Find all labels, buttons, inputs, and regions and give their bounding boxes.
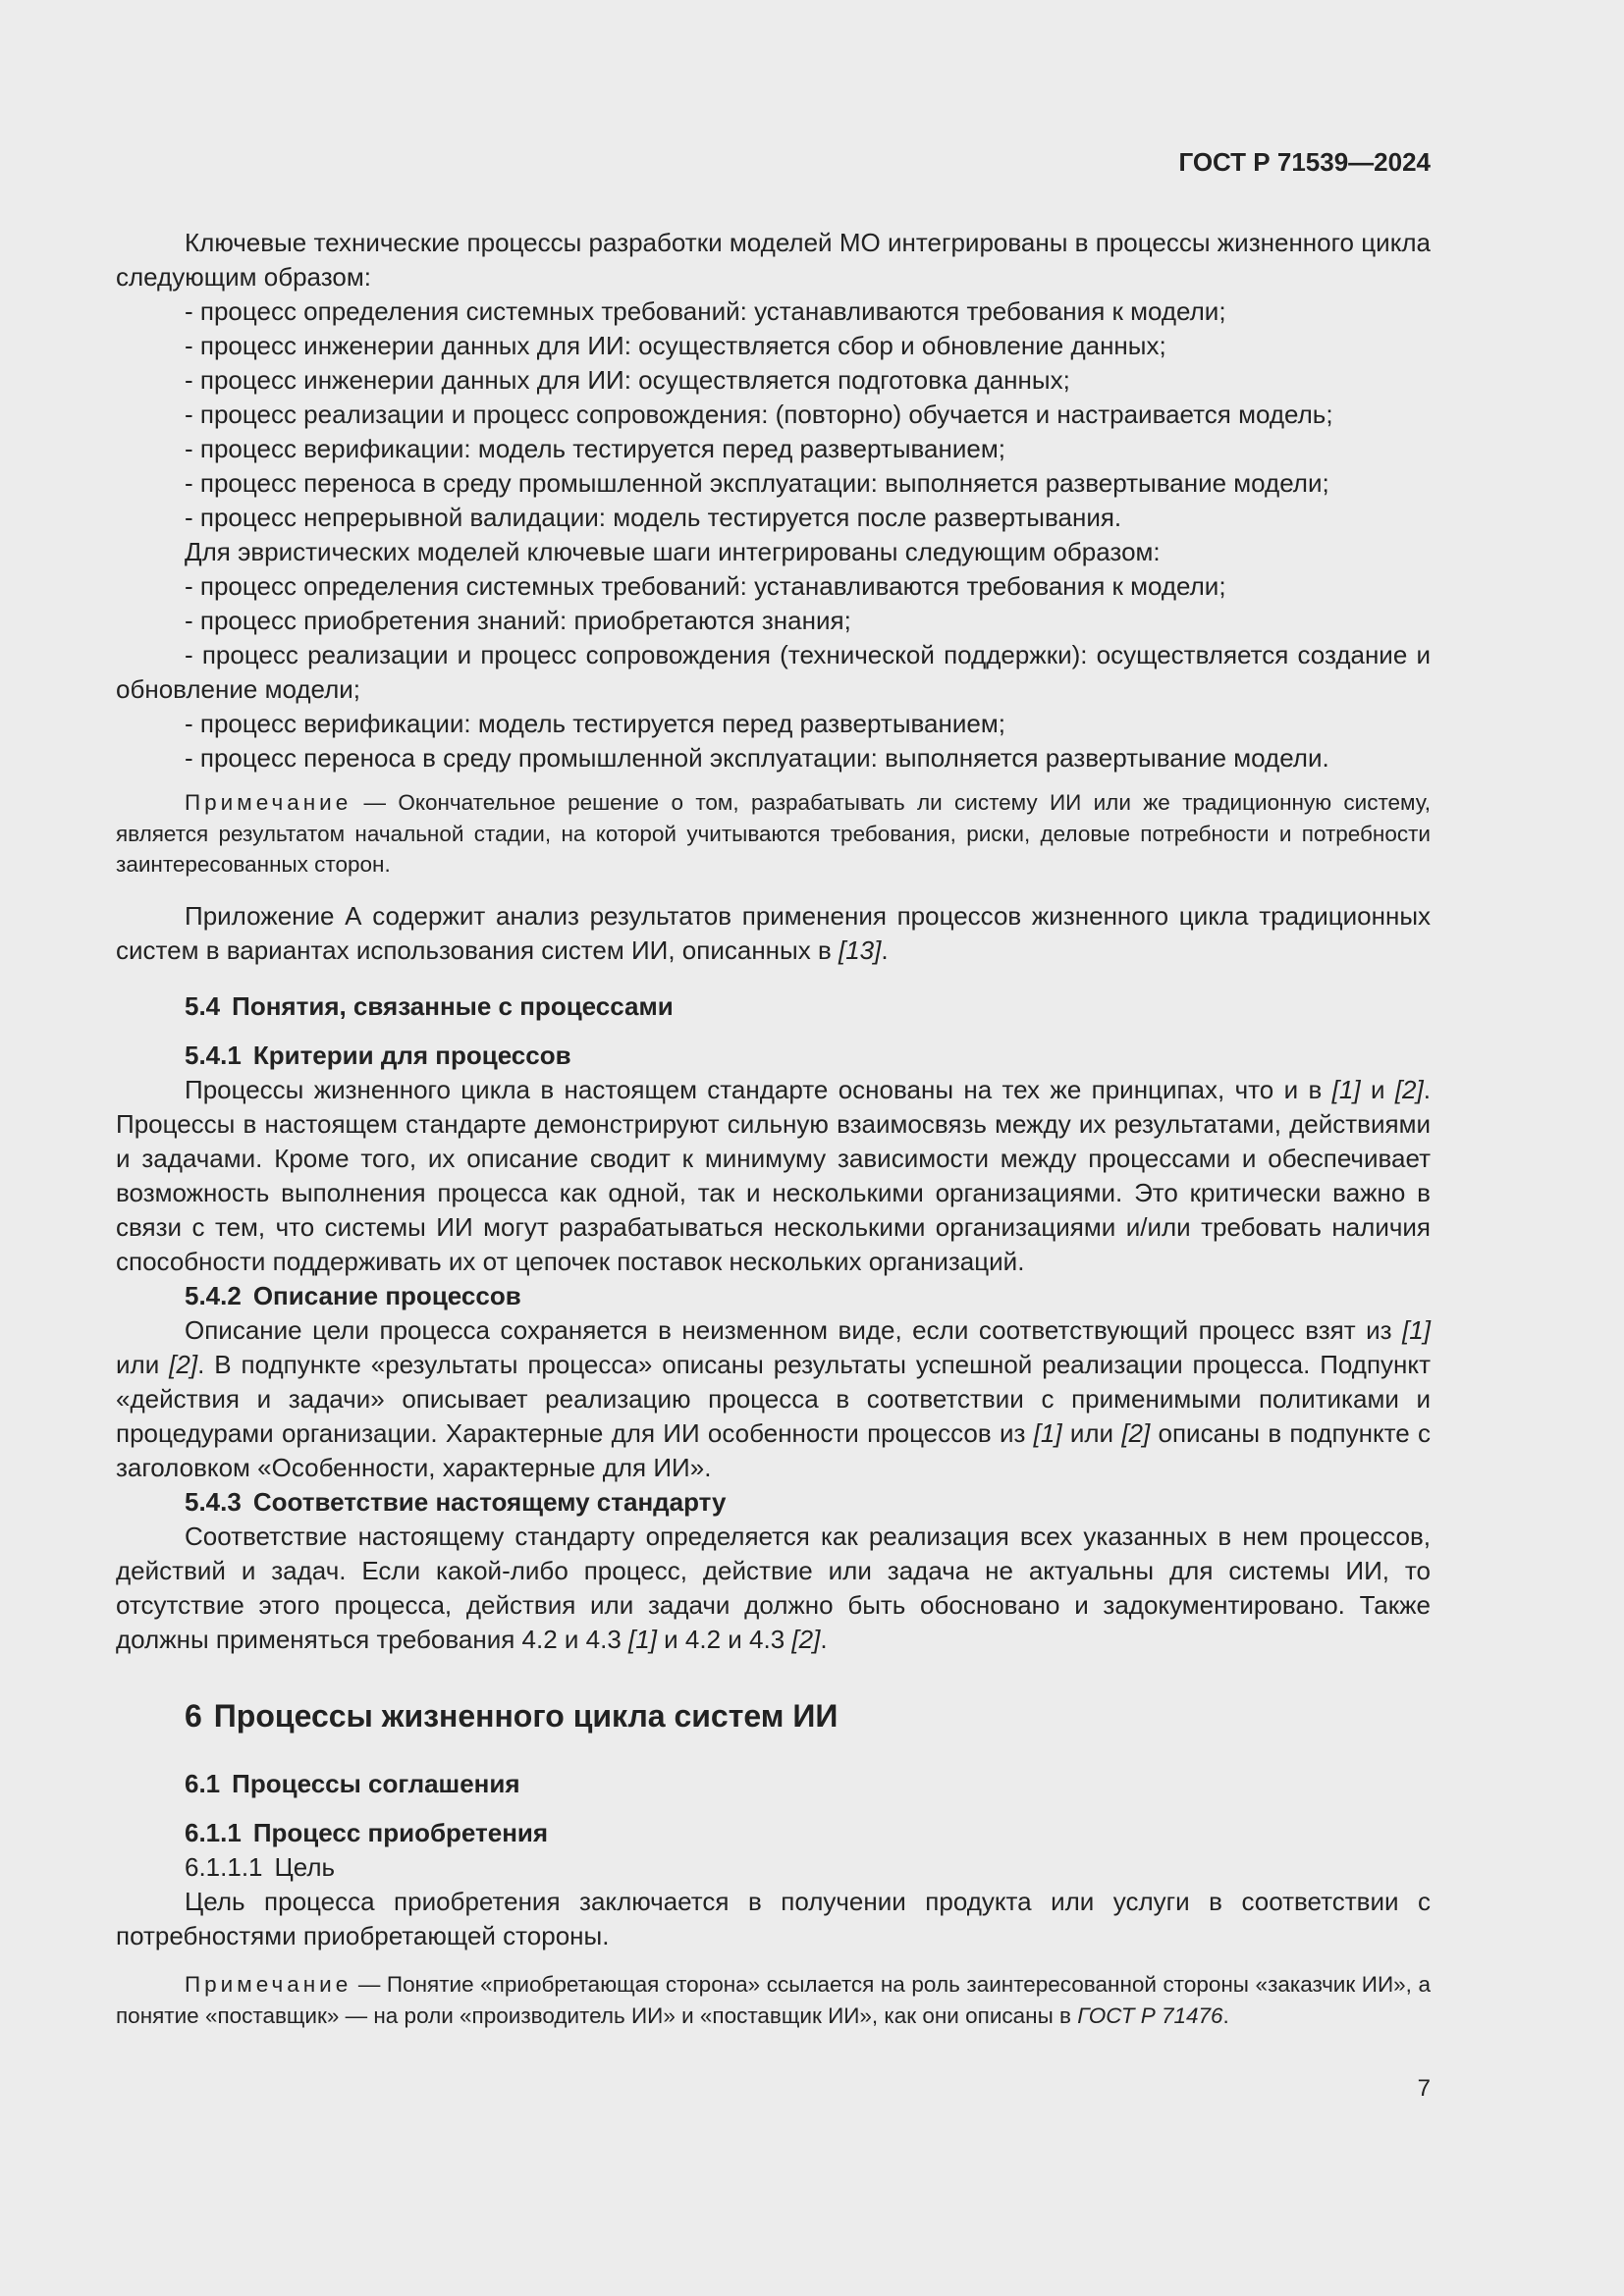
reference-link: [2] — [1394, 1075, 1424, 1104]
section-title: Соответствие настоящему стандарту — [252, 1487, 727, 1517]
subsection-heading — [116, 1485, 1431, 1520]
text-span: . — [820, 1625, 828, 1654]
reference-link: [13] — [839, 935, 882, 965]
note-text: — Понятие «приобретающая сторона» ссылается на роль заинтересованной стороны «заказчик ИИ», а понятие «поставщик» — на роли «производитель ИИ» и «поставщик ИИ», как они описаны в — [116, 1972, 1431, 2028]
section-number: 5.4 — [185, 991, 221, 1021]
section-title: Процесс приобретения — [252, 1818, 549, 1847]
section-5-4-2 — [116, 1279, 1431, 1485]
purpose-paragraph: Цель процесса приобретения заключается в получении продукта или услуги в соответствии с потребностями приобретающей стороны. — [116, 1887, 1431, 1950]
note-paragraph — [116, 1969, 1431, 2031]
section-number: 5.4.1 — [185, 1041, 242, 1070]
section-number: 5.4.3 — [185, 1487, 242, 1517]
section-number: 6.1 — [185, 1769, 221, 1798]
section-title: Цель — [274, 1852, 336, 1882]
section-title: Описание процессов — [252, 1281, 521, 1310]
list-item: - процесс определения системных требований: устанавливаются требования к модели; — [185, 571, 1226, 601]
text-span: Приложение А содержит анализ результатов применения процессов жизненного цикла традиционных систем в вариантах использования систем ИИ, описанных в — [116, 901, 1431, 965]
text-span: . — [881, 935, 889, 965]
section-title: Процессы соглашения — [232, 1769, 520, 1798]
subsection-heading — [116, 1279, 1431, 1313]
text-span: Соответствие настоящему стандарту определяется как реализация всех указанных в нем процессов, действий и задач. Если какой-либо процесс, действие или задача не актуальны для системы ИИ, то отсутствие этого процесса, действия или задачи должно быть обосновано и задокументировано. Также должны применяться требования 4.2 и 4.3 — [116, 1522, 1431, 1654]
section-6-1-heading-block — [116, 1767, 1431, 1801]
section-heading — [116, 989, 1431, 1024]
chapter-heading — [116, 1695, 1431, 1736]
section-number: 5.4.2 — [185, 1281, 242, 1310]
text-span: или — [1061, 1418, 1122, 1448]
section-number: 6.1.1.1 — [185, 1852, 263, 1882]
note-label: Примечание — [185, 790, 352, 815]
list-item: - процесс верификации: модель тестируется перед развертыванием; — [185, 434, 1005, 463]
section-5-4-1 — [116, 1039, 1431, 1279]
text-span: описаны в подпункте с заголовком «Особенности, характерные для ИИ». — [116, 1418, 1431, 1482]
text-span: и 4.2 и 4.3 — [656, 1625, 792, 1654]
text-span: и — [1360, 1075, 1395, 1104]
appendix-paragraph — [116, 899, 1431, 968]
reference-link: ГОСТ Р 71476 — [1077, 2002, 1223, 2028]
intro-paragraph: Ключевые технические процессы разработки моделей МО интегрированы в процессы жизненного цикла следующим образом: — [116, 228, 1431, 292]
reference-link: [1] — [628, 1625, 657, 1654]
document-id-header: ГОСТ Р 71539—2024 — [1178, 147, 1431, 177]
page-number: 7 — [1417, 2075, 1431, 2102]
list-item: - процесс переноса в среду промышленной эксплуатации: выполняется развертывание модели. — [185, 743, 1329, 773]
list-item: - процесс реализации и процесс сопровождения (технической поддержки): осуществляется создание и обновление модели; — [116, 640, 1431, 704]
note-block — [116, 787, 1431, 881]
section-5-4-3 — [116, 1485, 1431, 1657]
section-6-1-1 — [116, 1816, 1431, 1953]
description-paragraph — [116, 1313, 1431, 1485]
note-text: — Окончательное решение о том, разрабатывать ли систему ИИ или же традиционную систему, является результатом начальной стадии, на которой учитываются требования, риски, деловые потребности и потребности заинтересованных сторон. — [116, 790, 1431, 877]
list-item: - процесс определения системных требований: устанавливаются требования к модели; — [185, 296, 1226, 326]
reference-link: [2] — [1121, 1418, 1151, 1448]
criteria-paragraph — [116, 1073, 1431, 1279]
text-span: или — [116, 1350, 170, 1379]
reference-link: [1] — [1402, 1315, 1431, 1345]
note-block-2 — [116, 1969, 1431, 2031]
reference-link: [2] — [169, 1350, 198, 1379]
appendix-paragraph-block — [116, 899, 1431, 968]
reference-link: [2] — [791, 1625, 821, 1654]
list-item: - процесс непрерывной валидации: модель тестируется после развертывания. — [185, 503, 1122, 532]
list-item: - процесс реализации и процесс сопровождения: (повторно) обучается и настраивается модель; — [185, 400, 1333, 429]
section-heading — [116, 1767, 1431, 1801]
note-label: Примечание — [185, 1972, 352, 1997]
sub-subsection-heading — [116, 1850, 1431, 1885]
subsection-heading — [116, 1816, 1431, 1850]
section-number: 6 — [185, 1698, 202, 1734]
reference-link: [1] — [1033, 1418, 1062, 1448]
list-item: - процесс инженерии данных для ИИ: осуществляется подготовка данных; — [185, 365, 1070, 395]
section-title: Процессы жизненного цикла систем ИИ — [213, 1698, 839, 1734]
text-span: Описание цели процесса сохраняется в неизменном виде, если соответствующий процесс взят из — [185, 1315, 1403, 1345]
intro-section — [116, 226, 1431, 775]
conformance-paragraph — [116, 1520, 1431, 1657]
text-span: Процессы жизненного цикла в настоящем стандарте основаны на тех же принципах, что и в — [185, 1075, 1332, 1104]
section-number: 6.1.1 — [185, 1818, 242, 1847]
text-span: . Процессы в настоящем стандарте демонстрируют сильную взаимосвязь между их результатами, действиями и задачами. Кроме того, их описание сводит к минимуму зависимости между процессами и обеспечивает возможность выполнения процесса как одной, так и несколькими организациями. Это критически важно в связи с тем, что системы ИИ могут разрабатываться несколькими организациями и/или требовать наличия способности поддерживать их от цепочек поставок нескольких организаций. — [116, 1075, 1431, 1276]
text-span: . — [1222, 2002, 1229, 2028]
list-item: - процесс приобретения знаний: приобретаются знания; — [185, 606, 851, 635]
note-paragraph — [116, 787, 1431, 881]
section-6-heading-block — [116, 1695, 1431, 1736]
subsection-heading — [116, 1039, 1431, 1073]
list-item: - процесс верификации: модель тестируется перед развертыванием; — [185, 709, 1005, 738]
section-5-4-heading-block — [116, 989, 1431, 1024]
text-span: . В подпункте «результаты процесса» описаны результаты успешной реализации процесса. Подпункт «действия и задачи» описывает реализацию процесса в соответствии с применимыми политиками и процедурами организации. Характерные для ИИ особенности процессов из — [116, 1350, 1431, 1448]
reference-link: [1] — [1331, 1075, 1361, 1104]
section-title: Критерии для процессов — [252, 1041, 571, 1070]
list-item: - процесс инженерии данных для ИИ: осуществляется сбор и обновление данных; — [185, 331, 1166, 360]
section-title: Понятия, связанные с процессами — [232, 991, 674, 1021]
list-item: - процесс переноса в среду промышленной эксплуатации: выполняется развертывание модели; — [185, 468, 1329, 498]
heuristic-models-paragraph: Для эвристических моделей ключевые шаги интегрированы следующим образом: — [185, 537, 1161, 566]
